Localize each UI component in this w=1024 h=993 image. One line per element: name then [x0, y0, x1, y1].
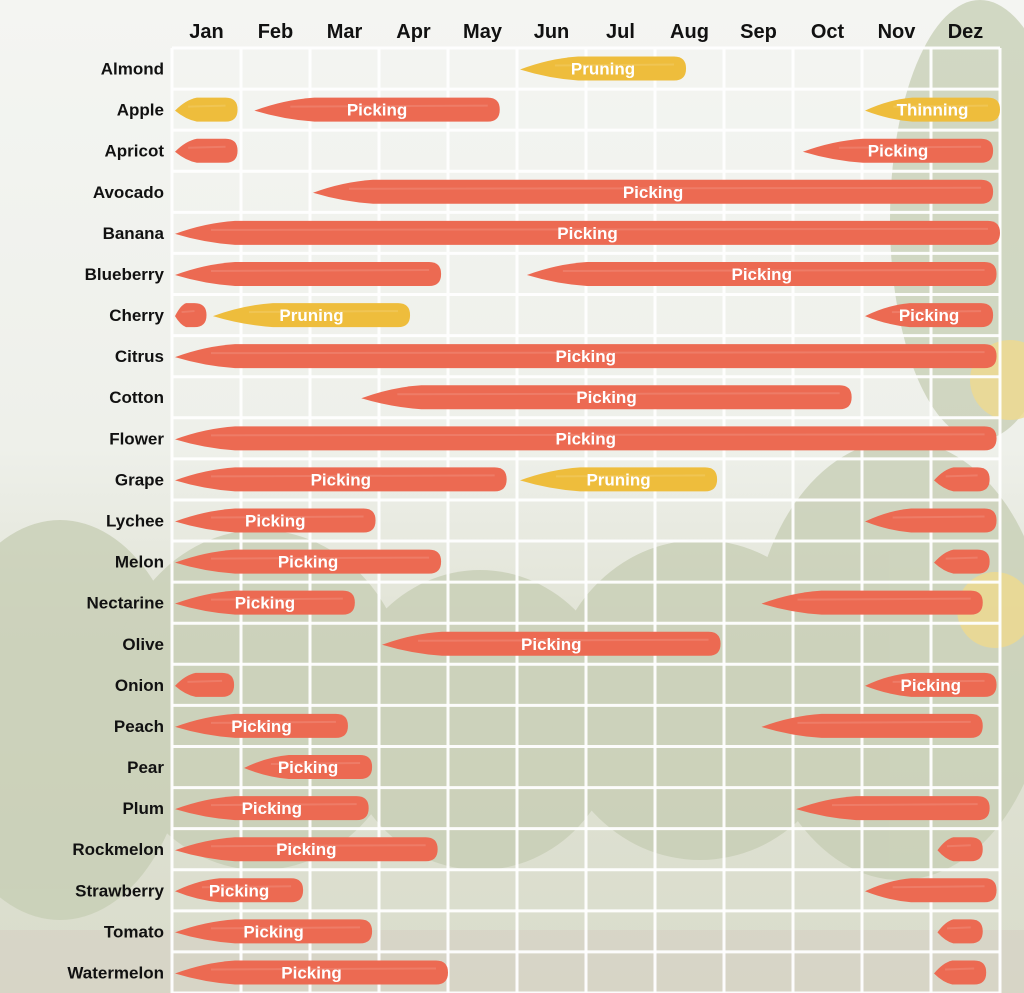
- activity-bar: [520, 57, 686, 81]
- bar-label: Pruning: [570, 59, 636, 79]
- activity-bar: [934, 960, 986, 984]
- activity-bar: [865, 303, 993, 327]
- activity-bar: [175, 426, 997, 450]
- bar-label: Picking: [867, 141, 929, 161]
- activity-bar: [865, 98, 1000, 122]
- activity-bar: [175, 221, 1000, 245]
- month-label: Dez: [947, 21, 984, 43]
- activity-bar: [175, 714, 348, 738]
- crop-label: Olive: [122, 634, 164, 654]
- bar-label: Picking: [731, 264, 792, 284]
- bar-label: Picking: [276, 840, 337, 860]
- bar-label: Thinning: [896, 100, 969, 120]
- crop-label: Watermelon: [67, 963, 164, 983]
- activity-bar: [175, 591, 355, 615]
- activity-bar: [361, 385, 851, 409]
- crop-label: Citrus: [114, 347, 164, 367]
- bar-label: Picking: [346, 100, 408, 120]
- bar-label: Picking: [898, 306, 960, 326]
- month-label: Nov: [877, 21, 916, 43]
- bar-label: Picking: [245, 511, 306, 531]
- activity-bar: [934, 550, 990, 574]
- activity-bar: [175, 467, 507, 491]
- bar-label: Picking: [557, 223, 618, 243]
- month-axis: [189, 21, 983, 43]
- activity-bar: [934, 467, 990, 491]
- activity-bar: [175, 303, 207, 327]
- bar-label: Picking: [277, 552, 339, 572]
- bar-label: Picking: [277, 758, 339, 778]
- activity-bar: [175, 837, 438, 861]
- month-label: Feb: [257, 21, 294, 43]
- bar-label: Picking: [243, 922, 304, 942]
- bar-label: Pruning: [586, 470, 651, 490]
- crop-label: Cotton: [109, 388, 164, 408]
- activity-bar: [175, 673, 234, 697]
- crop-label: Melon: [114, 552, 164, 572]
- bar-label: Picking: [310, 470, 372, 490]
- crop-label: Plum: [122, 799, 164, 819]
- crop-label: Banana: [102, 223, 164, 243]
- activity-bar: [175, 98, 238, 122]
- bar-label: Picking: [576, 388, 637, 408]
- activity-bar: [520, 467, 717, 491]
- crop-label: Nectarine: [86, 593, 164, 613]
- bar-label: Pruning: [279, 306, 344, 326]
- crop-label: Strawberry: [75, 881, 164, 901]
- month-label: Jul: [606, 21, 635, 43]
- bar-label: Picking: [234, 593, 296, 613]
- bar-label: Picking: [555, 429, 617, 449]
- month-label: Oct: [810, 21, 845, 43]
- crop-label: Lychee: [106, 511, 164, 531]
- month-label: Aug: [670, 21, 709, 43]
- activity-bar: [796, 796, 990, 820]
- activity-bar: [527, 262, 997, 286]
- bar-label: Picking: [281, 963, 342, 983]
- activity-bar: [175, 509, 376, 533]
- activity-bar: [175, 878, 303, 902]
- crop-label: Apricot: [104, 141, 164, 161]
- activity-bar: [937, 837, 982, 861]
- activity-bar: [175, 139, 238, 163]
- bar-label: Picking: [231, 716, 292, 736]
- bar-label: Picking: [521, 634, 582, 654]
- activity-bar: [865, 878, 997, 902]
- month-label: Jan: [189, 21, 224, 43]
- month-label: Mar: [326, 21, 363, 43]
- crop-label: Cherry: [109, 306, 164, 326]
- crop-label: Pear: [127, 758, 164, 778]
- month-label: Jun: [533, 21, 570, 43]
- activity-bar: [865, 509, 997, 533]
- activity-bar: [382, 632, 721, 656]
- activity-bar: [175, 796, 369, 820]
- activity-bar: [175, 550, 441, 574]
- activity-bar: [254, 98, 499, 122]
- activity-bar: [803, 139, 993, 163]
- activity-bar: [175, 960, 448, 984]
- bar-label: Picking: [900, 675, 962, 695]
- activity-bar: [937, 919, 982, 943]
- activity-bar: [175, 919, 372, 943]
- month-label: Sep: [740, 21, 777, 43]
- crop-label: Onion: [114, 675, 164, 695]
- activity-bar: [865, 673, 997, 697]
- bar-label: Picking: [241, 799, 303, 819]
- bar-label: Picking: [208, 881, 270, 901]
- crop-label: Blueberry: [84, 264, 164, 284]
- bar-label: Picking: [555, 347, 617, 367]
- activity-bar: [313, 180, 993, 204]
- crop-label: Tomato: [103, 922, 164, 942]
- crop-label: Grape: [114, 470, 164, 490]
- crop-label: Avocado: [92, 182, 164, 202]
- crop-label: Apple: [116, 100, 164, 120]
- activity-bar: [175, 262, 441, 286]
- activity-bar: [213, 303, 410, 327]
- crop-label: Flower: [109, 429, 164, 449]
- crop-label: Rockmelon: [72, 840, 164, 860]
- month-label: Apr: [396, 21, 431, 43]
- crop-axis: [67, 60, 164, 983]
- activity-bar: [244, 755, 372, 779]
- crop-label: Almond: [100, 59, 164, 79]
- activity-bar: [762, 591, 983, 615]
- activity-bar: [762, 714, 983, 738]
- bar-label: Picking: [622, 182, 684, 202]
- crop-label: Peach: [113, 716, 164, 736]
- activity-bar: [175, 344, 997, 368]
- month-label: May: [463, 21, 502, 43]
